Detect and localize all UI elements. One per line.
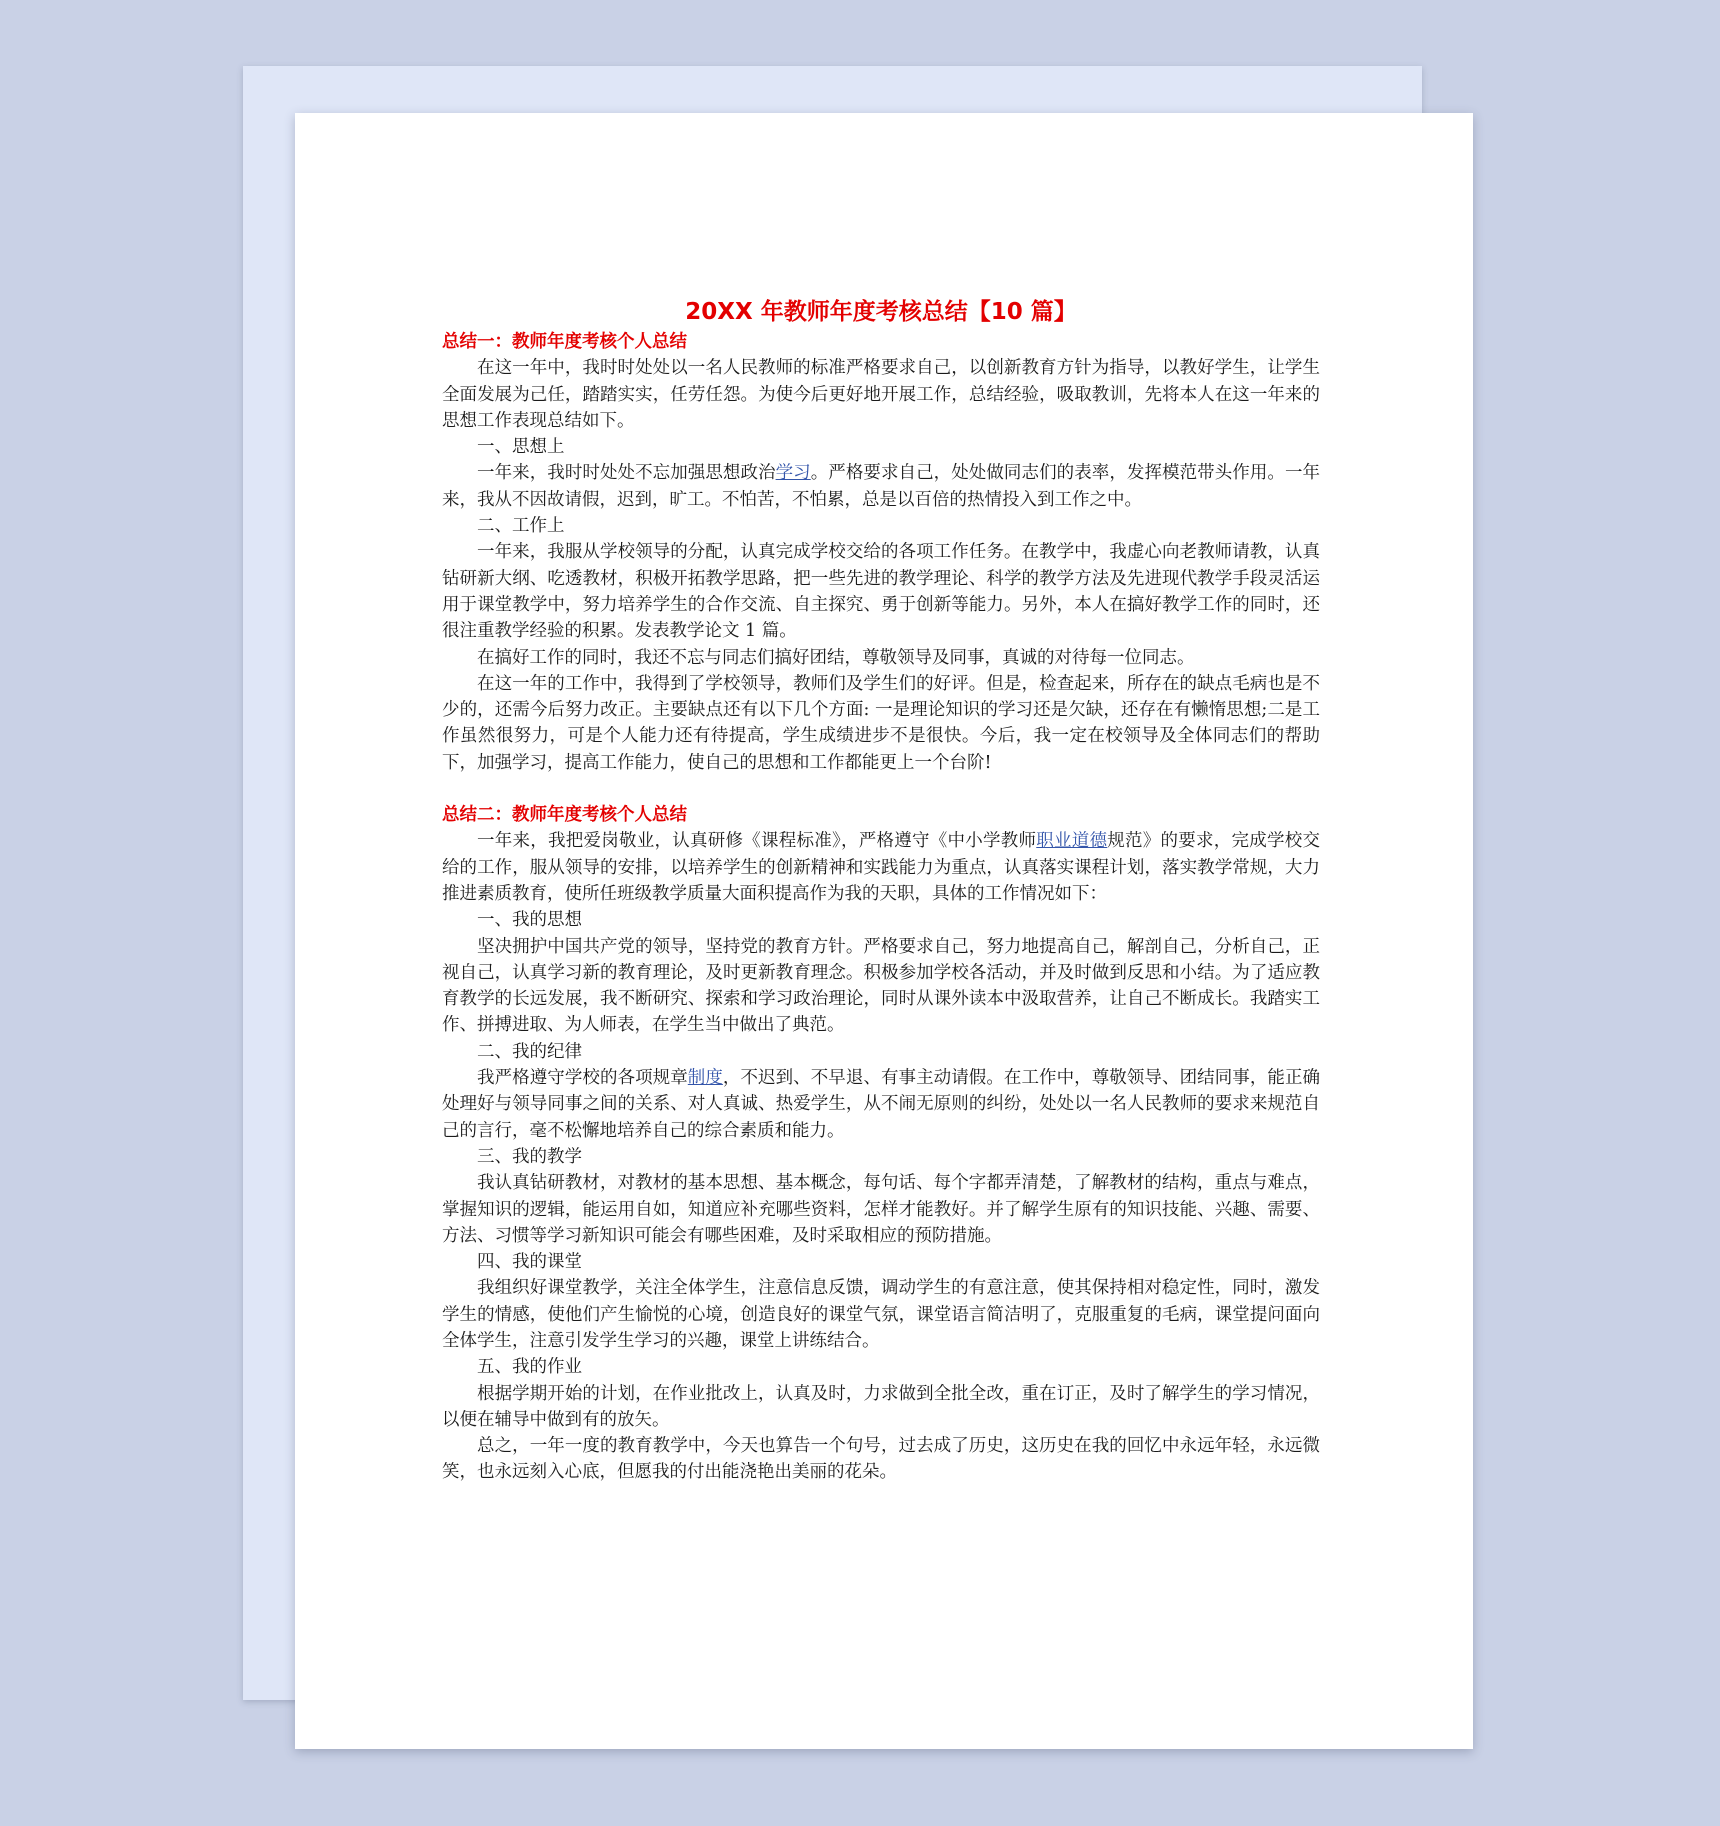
paragraph <box>442 1144 1320 1170</box>
paragraph <box>442 460 1320 513</box>
document-body <box>442 295 1320 1486</box>
text-run: 四、我的课堂 <box>477 1252 582 1273</box>
document-sections <box>442 329 1320 1486</box>
inline-link[interactable]: 职业道德 <box>1036 831 1108 852</box>
text-run: 在搞好工作的同时，我还不忘与同志们搞好团结，尊敬领导及同事，真诚的对待每一位同志。 <box>477 647 1195 668</box>
text-run: 坚决拥护中国共产党的领导，坚持党的教育方针。严格要求自己，努力地提高自己，解剖自己，分析自己，正视自己，认真学习新的教育理论，及时更新教育理念。积极参加学校各活动，并及时做到反思和小结。为了适应教育教学的长远发展，我不断研究、探索和学习政治理论，同时从课外读本中汲取营养，让自己不断成长。我踏实工作、拼搏进取、为人师表，在学生当中做出了典范。 <box>442 936 1320 1036</box>
paragraph <box>442 513 1320 539</box>
text-run: 二、工作上 <box>477 516 565 537</box>
paragraph <box>442 1065 1320 1144</box>
paragraph <box>442 1381 1320 1434</box>
text-run: 根据学期开始的计划，在作业批改上，认真及时，力求做到全批全改，重在订正，及时了解学生的学习情况，以便在辅导中做到有的放矢。 <box>442 1383 1320 1430</box>
text-run: 一年来，我把爱岗敬业，认真研修《课程标准》，严格遵守《中小学教师 <box>477 831 1037 852</box>
text-run: 我严格遵守学校的各项规章 <box>477 1068 688 1089</box>
text-run: 一年来，我服从学校领导的分配，认真完成学校交给的各项工作任务。在教学中，我虚心向老教师请教，认真钻研新大纲、吃透教材，积极开拓教学思路，把一些先进的教学理论、科学的教学方法及先进现代教学手段灵活运用于课堂教学中，努力培养学生的合作交流、自主探究、勇于创新等能力。另外，本人在搞好教学工作的同时，还很注重教学经验的积累。发表教学论文 1 篇。 <box>442 542 1320 642</box>
section-heading: 总结二：教师年度考核个人总结 <box>442 805 687 826</box>
section-spacer <box>442 776 1320 802</box>
text-run: 我组织好课堂教学，关注全体学生，注意信息反馈，调动学生的有意注意，使其保持相对稳定性，同时，激发学生的情感，使他们产生愉悦的心境，创造良好的课堂气氛，课堂语言简洁明了，克服重复的毛病，课堂提问面向全体学生，注意引发学生学习的兴趣，课堂上讲练结合。 <box>442 1278 1320 1351</box>
document-page <box>295 113 1473 1749</box>
paragraph <box>442 934 1320 1039</box>
text-run: 一、思想上 <box>477 437 565 458</box>
text-run: 三、我的教学 <box>477 1146 582 1167</box>
text-run: 总之，一年一度的教育教学中，今天也算告一个句号，过去成了历史，这历史在我的回忆中永远年轻，永远微笑，也永远刻入心底，但愿我的付出能浇艳出美丽的花朵。 <box>442 1436 1320 1483</box>
text-run: 在这一年的工作中，我得到了学校领导，教师们及学生们的好评。但是，检查起来，所存在的缺点毛病也是不少的，还需今后努力改正。主要缺点还有以下几个方面: 一是理论知识的学习还是欠缺，还存在有懒惰思想;二是工作虽然很努力，可是个人能力还有待提高，学生成绩进步不是很快。今后，我一定在校领导及全体同志们的帮助下，加强学习，提高工作能力，使自己的思想和工作都能更上一个台阶! <box>442 673 1320 773</box>
text-run: 。严格要求自己，处处做同志们的表率，发挥模范带头作用。一年来，我从不因故请假，迟到，旷工。不怕苦，不怕累，总是以百倍的热情投入到工作之中。 <box>442 463 1321 510</box>
paragraph <box>442 1039 1320 1065</box>
text-run: 我认真钻研教材，对教材的基本思想、基本概念，每句话、每个字都弄清楚，了解教材的结构，重点与难点，掌握知识的逻辑，能运用自如，知道应补充哪些资料，怎样才能教好。并了解学生原有的知识技能、兴趣、需要、方法、习惯等学习新知识可能会有哪些困难，及时采取相应的预防措施。 <box>442 1173 1320 1246</box>
paragraph <box>442 828 1320 907</box>
inline-link[interactable]: 制度 <box>687 1068 723 1089</box>
paragraph <box>442 1275 1320 1354</box>
text-run: ，不迟到、不早退、有事主动请假。在工作中，尊敬领导、团结同事，能正确处理好与领导同事之间的关系、对人真诚、热爱学生，从不闹无原则的纠纷，处处以一名人民教师的要求来规范自己的言行，毫不松懈地培养自己的综合素质和能力。 <box>442 1068 1321 1141</box>
paragraph <box>442 1354 1320 1380</box>
paragraph <box>442 355 1320 434</box>
paragraph <box>442 1170 1320 1249</box>
section-heading: 总结一：教师年度考核个人总结 <box>442 332 687 352</box>
paragraph <box>442 434 1320 460</box>
text-run: 一年来，我时时处处不忘加强思想政治 <box>477 463 776 484</box>
text-run: 规范》的要求，完成学校交给的工作，服从领导的安排，以培养学生的创新精神和实践能力为重点，认真落实课程计划，落实教学常规，大力推进素质教育，使所任班级教学质量大面积提高作为我的天职，具体的工作情况如下： <box>442 831 1320 904</box>
paragraph <box>442 1249 1320 1275</box>
text-run: 一、我的思想 <box>477 910 582 931</box>
paragraph <box>442 645 1320 671</box>
text-run: 五、我的作业 <box>477 1357 582 1378</box>
document-title: 20XX 年教师年度考核总结【10 篇】 <box>685 299 1077 325</box>
paragraph <box>442 907 1320 933</box>
paragraph <box>442 1433 1320 1486</box>
paragraph <box>442 539 1320 644</box>
paragraph <box>442 671 1320 776</box>
inline-link[interactable]: 学习 <box>775 463 811 484</box>
text-run: 在这一年中，我时时处处以一名人民教师的标准严格要求自己，以创新教育方针为指导，以教好学生，让学生全面发展为己任，踏踏实实，任劳任怨。为使今后更好地开展工作，总结经验，吸取教训，先将本人在这一年来的思想工作表现总结如下。 <box>442 358 1320 431</box>
text-run: 二、我的纪律 <box>477 1041 582 1062</box>
